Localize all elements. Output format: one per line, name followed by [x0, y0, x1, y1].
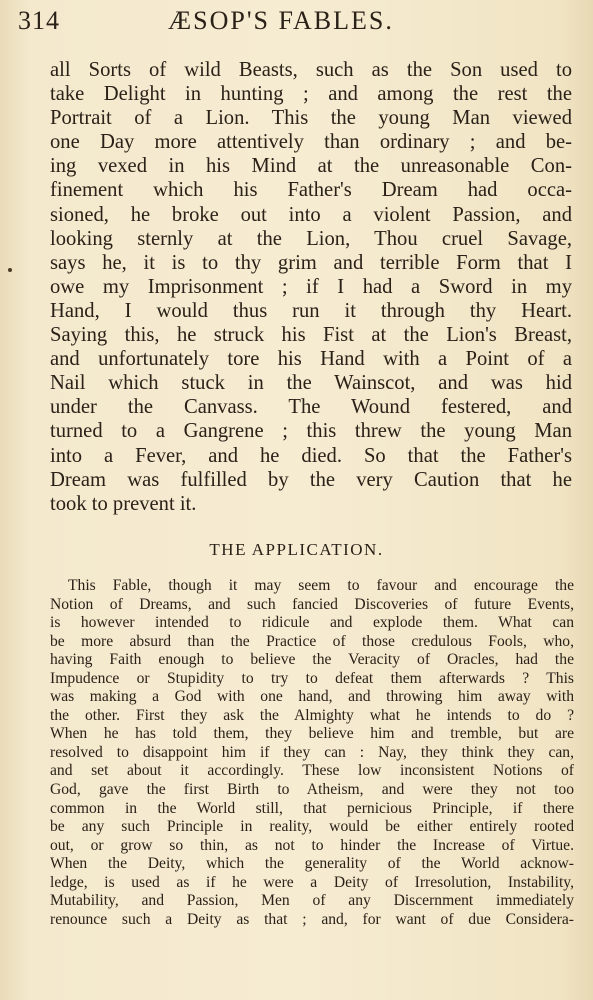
body-line: finement which his Father's Dream had occa-: [50, 179, 572, 202]
application-line: was making a God with one hand, and throwing him away with: [50, 688, 574, 706]
application-line: Notion of Dreams, and such fancied Discoveries of future Events,: [50, 595, 574, 613]
body-line: sioned, he broke out into a violent Passion, and: [50, 203, 572, 226]
body-line: take Delight in hunting ; and among the rest the: [50, 83, 572, 106]
body-line: owe my Imprisonment ; if I had a Sword in my: [50, 275, 572, 298]
body-line: into a Fever, and he died. So that the Father's: [50, 444, 572, 467]
body-line: Saying this, he struck his Fist at the Lion's Breast,: [50, 324, 572, 347]
page-header: [18, 6, 578, 36]
body-line: Nail which stuck in the Wainscot, and was hid: [50, 372, 572, 395]
body-line: ing vexed in his Mind at the unreasonable Con-: [50, 155, 572, 178]
application-line: When he has told them, they believe him and tremble, but are: [50, 725, 574, 743]
body-line: took to prevent it.: [50, 492, 197, 515]
application-line: be more absurd than the Practice of those credulous Fools, who,: [50, 632, 574, 650]
application-line: out, or grow so thin, as not to hinder the Increase of Virtue.: [50, 836, 574, 854]
margin-mark: [8, 268, 12, 272]
application-line: When the Deity, which the generality of the World acknow-: [50, 855, 574, 873]
application-line: renounce such a Deity as that ; and, for want of due Considera-: [50, 910, 574, 928]
body-line: under the Canvass. The Wound festered, and: [50, 396, 572, 419]
body-line: and unfortunately tore his Hand with a Point of a: [50, 348, 572, 371]
application-line: This Fable, though it may seem to favour and encourage the: [68, 577, 574, 594]
section-heading: THE APPLICATION.: [209, 540, 384, 559]
body-line: says he, it is to thy grim and terrible Form that I: [50, 251, 572, 274]
application-line: having Faith enough to believe the Veracity of Oracles, had the: [50, 651, 574, 669]
body-line: Hand, I would thus run it through thy Heart.: [50, 299, 572, 322]
page-number: 314: [18, 6, 60, 35]
application-text: [50, 577, 574, 929]
application-line: is however intended to ridicule and explode them. What can: [50, 614, 574, 632]
running-head: ÆSOP'S FABLES.: [168, 6, 394, 35]
application-line: common in the World still, that pernicious Principle, if there: [50, 799, 574, 817]
fable-body: [50, 58, 572, 516]
application-line: resolved to disappoint him if they can : Nay, they think they can,: [50, 743, 574, 761]
application-line: be any such Principle in reality, would be either entirely rooted: [50, 818, 574, 836]
application-line: Mutability, and Passion, Men of any Discernment immediately: [50, 892, 574, 910]
body-line: all Sorts of wild Beasts, such as the Son used to: [50, 59, 572, 81]
body-line: Dream was fulfilled by the very Caution that he: [50, 468, 572, 491]
body-line: Portrait of a Lion. This the young Man viewed: [50, 107, 572, 130]
body-line: one Day more attentively than ordinary ; and be-: [50, 131, 572, 154]
application-line: and set about it accordingly. These low inconsistent Notions of: [50, 762, 574, 780]
body-line: turned to a Gangrene ; this threw the young Man: [50, 420, 572, 443]
application-line: the other. First they ask the Almighty what he intends to do ?: [50, 706, 574, 724]
application-line: God, gave the first Birth to Atheism, and were they not too: [50, 781, 574, 799]
application-line: ledge, is used as if he were a Deity of Irresolution, Instability,: [50, 873, 574, 891]
body-line: looking sternly at the Lion, Thou cruel Savage,: [50, 227, 572, 250]
application-line: Impudence or Stupidity to try to defeat them afterwards ? This: [50, 669, 574, 687]
